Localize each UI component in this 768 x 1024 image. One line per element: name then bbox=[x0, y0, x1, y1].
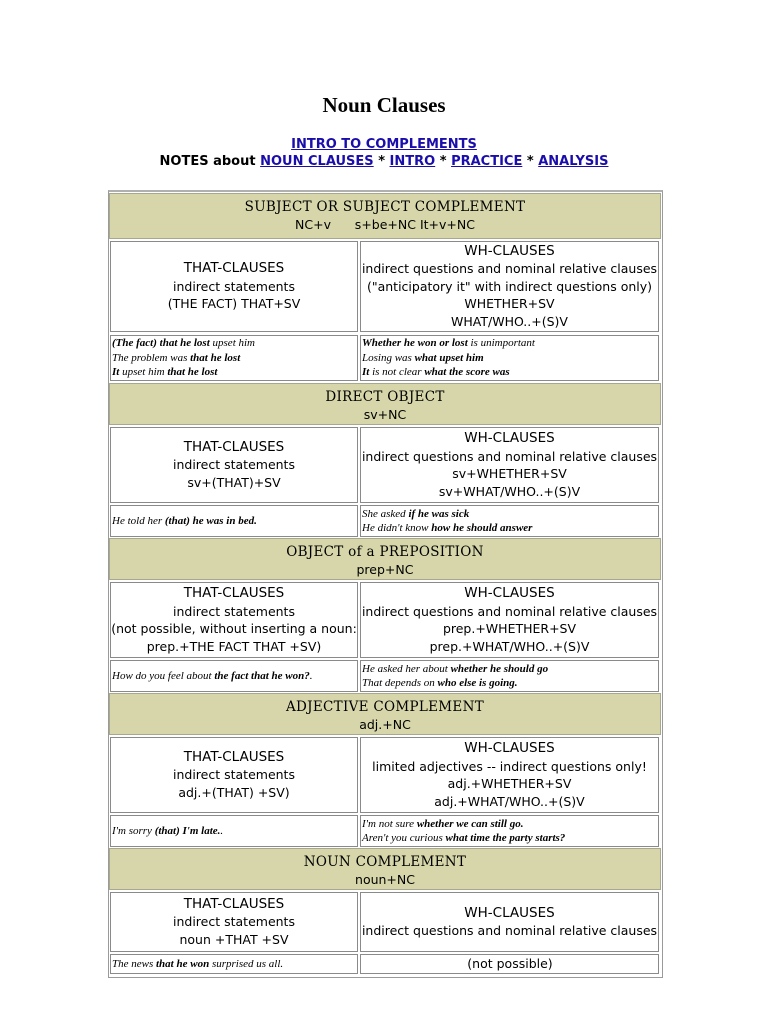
example-clause: that he lost bbox=[190, 351, 241, 364]
example-clause: the fact that he won? bbox=[214, 669, 310, 682]
wh-clauses-line: indirect questions and nominal relative clauses bbox=[361, 261, 658, 277]
that-clauses-heading: THAT-CLAUSES bbox=[183, 748, 285, 765]
that-examples-cell bbox=[110, 335, 358, 381]
example-text: She asked bbox=[362, 507, 409, 520]
section-header bbox=[109, 193, 661, 239]
wh-clauses-line: limited adjectives -- indirect questions only! bbox=[372, 758, 647, 774]
intro-to-complements-link[interactable]: INTRO TO COMPLEMENTS bbox=[291, 137, 477, 152]
nav-links-row-2 bbox=[0, 154, 768, 169]
wh-clauses-cell bbox=[360, 892, 659, 952]
example-text: is not clear bbox=[369, 366, 425, 379]
wh-clauses-line: adj.+WHAT/WHO..+(S)V bbox=[434, 793, 585, 809]
example-clause: It bbox=[362, 366, 370, 379]
example-sentence bbox=[112, 336, 357, 351]
example-clause: Whether he won or lost bbox=[362, 337, 468, 350]
section-heading: NOUN COMPLEMENT bbox=[303, 854, 467, 870]
example-clause: It bbox=[112, 366, 120, 379]
example-clause: that he won bbox=[156, 957, 210, 970]
example-clause: what time the party starts? bbox=[445, 832, 566, 844]
section-formula: sv+NC bbox=[363, 407, 407, 422]
example-sentence bbox=[362, 831, 658, 846]
section-header bbox=[109, 538, 661, 580]
that-examples-cell bbox=[110, 815, 358, 847]
example-text: upset him bbox=[209, 337, 256, 350]
analysis-link[interactable]: ANALYSIS bbox=[538, 154, 609, 169]
wh-clauses-line: sv+WHETHER+SV bbox=[452, 466, 567, 481]
wh-examples-cell bbox=[360, 954, 659, 974]
that-clauses-line: sv+(THAT)+SV bbox=[187, 474, 281, 490]
example-text: is unimportant bbox=[467, 337, 535, 350]
example-sentence bbox=[112, 365, 357, 380]
example-sentence bbox=[362, 676, 658, 691]
example-sentence bbox=[362, 365, 658, 380]
wh-clauses-heading: WH-CLAUSES bbox=[464, 904, 555, 921]
section-heading: ADJECTIVE COMPLEMENT bbox=[285, 699, 485, 715]
that-clauses-line: (not possible, without inserting a noun: bbox=[111, 621, 357, 636]
wh-clauses-line: adj.+WHETHER+SV bbox=[447, 776, 572, 791]
example-clause: that he lost bbox=[167, 366, 218, 379]
example-text: . bbox=[309, 669, 313, 682]
example-text: He asked her about bbox=[362, 662, 451, 675]
intro-link[interactable]: INTRO bbox=[389, 154, 436, 169]
example-sentence bbox=[362, 521, 658, 536]
example-clause: if he was sick bbox=[408, 507, 470, 520]
example-clause: (that) I'm late. bbox=[154, 824, 221, 837]
not-possible-text: (not possible) bbox=[467, 955, 553, 971]
wh-clauses-line: ("anticipatory it" with indirect questions only) bbox=[366, 278, 653, 294]
that-examples-cell bbox=[110, 505, 358, 537]
wh-clauses-heading: WH-CLAUSES bbox=[464, 242, 555, 259]
that-clauses-heading: THAT-CLAUSES bbox=[183, 260, 285, 277]
section-heading: DIRECT OBJECT bbox=[325, 389, 445, 405]
wh-clauses-cell bbox=[360, 737, 659, 813]
that-clauses-line: adj.+(THAT) +SV) bbox=[178, 784, 290, 800]
example-text: He told her bbox=[112, 514, 165, 527]
page-title: Noun Clauses bbox=[322, 93, 446, 117]
separator: * bbox=[378, 154, 385, 169]
that-clauses-cell bbox=[110, 892, 358, 952]
section-heading: OBJECT of a PREPOSITION bbox=[286, 544, 484, 560]
example-clause: what the score was bbox=[424, 366, 510, 379]
example-sentence bbox=[112, 669, 357, 684]
nav-links-row-1 bbox=[0, 137, 768, 152]
wh-clauses-line: indirect questions and nominal relative clauses bbox=[361, 923, 658, 938]
wh-clauses-heading: WH-CLAUSES bbox=[464, 585, 555, 601]
example-text: Aren't you curious bbox=[362, 832, 446, 844]
example-clause: what upset him bbox=[414, 351, 484, 364]
example-sentence bbox=[112, 824, 357, 839]
wh-clauses-heading: WH-CLAUSES bbox=[464, 740, 555, 756]
example-text: Losing was bbox=[362, 351, 415, 364]
example-text: The news bbox=[112, 957, 156, 970]
example-text: That depends on bbox=[362, 677, 438, 689]
example-sentence bbox=[362, 351, 658, 366]
wh-examples-cell bbox=[360, 660, 659, 692]
example-sentence bbox=[112, 957, 357, 972]
wh-clauses-heading: WH-CLAUSES bbox=[464, 430, 555, 446]
section-header bbox=[109, 848, 661, 890]
that-examples-cell bbox=[110, 954, 358, 974]
wh-clauses-cell bbox=[360, 582, 659, 658]
example-sentence bbox=[362, 817, 658, 832]
that-clauses-cell bbox=[110, 582, 358, 658]
that-clauses-cell bbox=[110, 241, 358, 332]
wh-clauses-line: prep.+WHETHER+SV bbox=[442, 621, 577, 636]
wh-clauses-line: prep.+WHAT/WHO..+(S)V bbox=[429, 638, 590, 654]
example-text: The problem was bbox=[112, 351, 191, 364]
example-text: He didn't know bbox=[362, 522, 432, 534]
wh-examples-cell bbox=[360, 335, 659, 381]
example-clause: (The fact) that he lost bbox=[112, 337, 210, 350]
that-examples-cell bbox=[110, 660, 358, 692]
wh-clauses-line: indirect questions and nominal relative clauses bbox=[361, 448, 658, 464]
notes-label: NOTES about bbox=[159, 154, 256, 169]
section-header bbox=[109, 383, 661, 425]
wh-clauses-line: sv+WHAT/WHO..+(S)V bbox=[438, 483, 581, 499]
example-text: upset him bbox=[119, 366, 168, 379]
wh-clauses-line: WHETHER+SV bbox=[464, 296, 555, 312]
that-clauses-line: prep.+THE FACT THAT +SV) bbox=[146, 638, 322, 654]
that-clauses-cell bbox=[110, 427, 358, 503]
example-text: I'm not sure bbox=[362, 817, 417, 830]
wh-examples-cell bbox=[360, 505, 659, 537]
that-clauses-heading: THAT-CLAUSES bbox=[183, 585, 285, 601]
section-heading: SUBJECT OR SUBJECT COMPLEMENT bbox=[244, 199, 526, 215]
that-clauses-line: (THE FACT) THAT+SV bbox=[167, 296, 301, 312]
example-text: How do you feel about bbox=[112, 669, 215, 682]
noun-clauses-link[interactable]: NOUN CLAUSES bbox=[260, 154, 374, 169]
that-clauses-line: indirect statements bbox=[173, 457, 295, 473]
example-text: I'm sorry bbox=[112, 824, 155, 837]
wh-clauses-cell bbox=[360, 427, 659, 503]
example-sentence bbox=[362, 336, 658, 351]
wh-clauses-line: indirect questions and nominal relative clauses bbox=[361, 603, 658, 619]
section-formula: noun+NC bbox=[355, 872, 415, 887]
example-sentence bbox=[112, 351, 357, 366]
section-formula: NC+v s+be+NC It+v+NC bbox=[295, 217, 475, 232]
section-formula: prep+NC bbox=[356, 562, 414, 577]
practice-link[interactable]: PRACTICE bbox=[451, 154, 523, 169]
example-sentence bbox=[362, 662, 658, 677]
that-clauses-line: indirect statements bbox=[173, 767, 295, 783]
separator: * bbox=[439, 154, 447, 169]
wh-clauses-cell bbox=[360, 241, 659, 332]
section-formula: adj.+NC bbox=[359, 717, 411, 732]
that-clauses-heading: THAT-CLAUSES bbox=[183, 438, 285, 455]
example-clause: (that) he was in bed. bbox=[164, 514, 257, 527]
example-text: . bbox=[220, 824, 224, 837]
wh-examples-cell bbox=[360, 815, 659, 847]
example-text: surprised us all. bbox=[209, 957, 284, 970]
that-clauses-line: indirect statements bbox=[173, 914, 295, 930]
example-sentence bbox=[112, 514, 357, 529]
example-clause: whether he should go bbox=[450, 662, 549, 675]
example-clause: whether we can still go. bbox=[416, 817, 524, 830]
that-clauses-line: noun +THAT +SV bbox=[179, 931, 289, 947]
that-clauses-line: indirect statements bbox=[173, 278, 295, 294]
example-sentence bbox=[362, 507, 658, 522]
that-clauses-cell bbox=[110, 737, 358, 813]
section-header bbox=[109, 693, 661, 735]
separator: * bbox=[526, 154, 534, 169]
that-clauses-heading: THAT-CLAUSES bbox=[183, 895, 285, 912]
example-clause: who else is going. bbox=[437, 677, 518, 689]
wh-clauses-line: WHAT/WHO..+(S)V bbox=[451, 313, 568, 329]
example-clause: how he should answer bbox=[431, 522, 533, 534]
that-clauses-line: indirect statements bbox=[173, 603, 295, 619]
